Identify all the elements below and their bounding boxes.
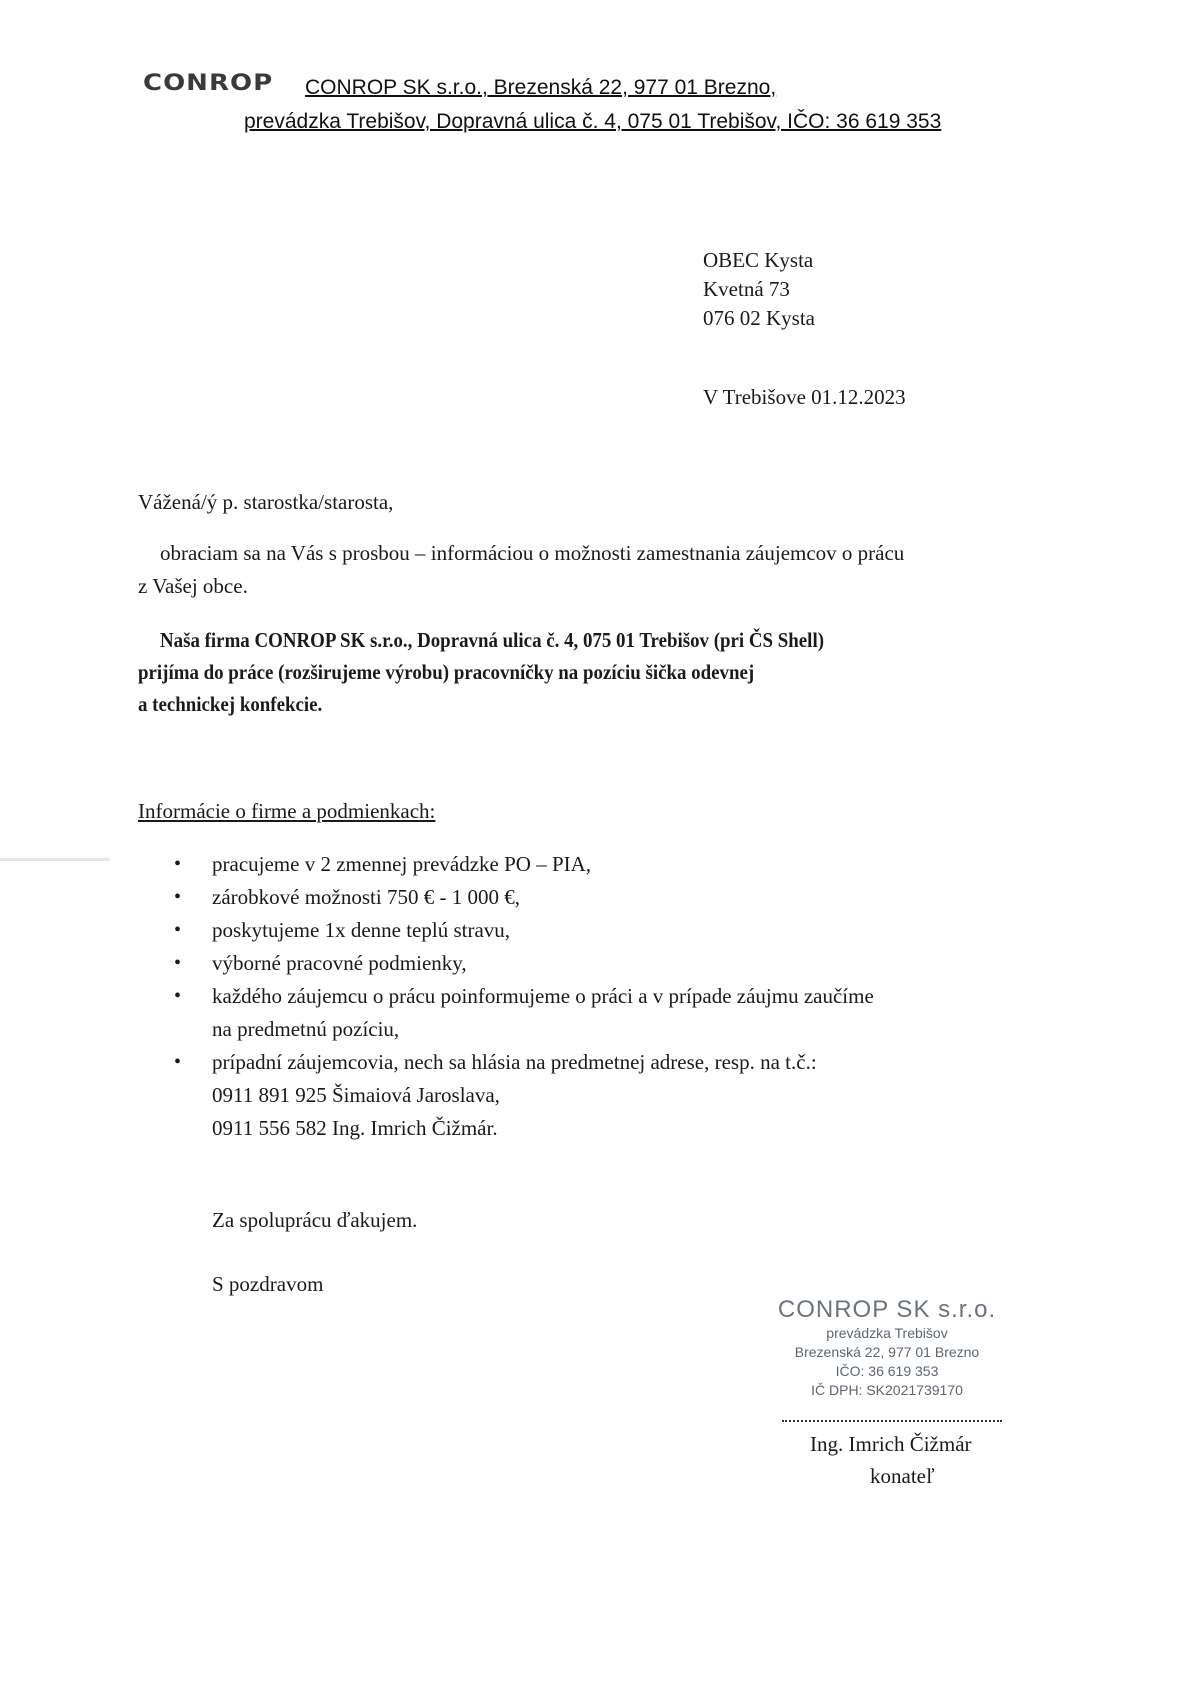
list-item-continuation: na predmetnú pozíciu, <box>212 1017 400 1041</box>
closing-regards: S pozdravom <box>212 1272 324 1296</box>
list-item <box>170 914 874 947</box>
intro-line-1: obraciam sa na Vás s prosbou – informáciou o možnosti zamestnania záujemcov o prácu <box>160 541 905 565</box>
letterhead-line-2: prevádzka Trebišov, Dopravná ulica č. 4, 075 01 Trebišov, IČO: 36 619 353 <box>244 110 942 133</box>
salutation: Vážená/ý p. starostka/starosta, <box>138 490 394 514</box>
stamp-line: prevádzka Trebišov <box>826 1325 948 1341</box>
list-item-text: pracujeme v 2 zmennej prevádzke PO – PIA, <box>212 852 592 876</box>
offer-line-2: prijíma do práce (rozširujeme výrobu) pracovníčky na pozíciu šička odevnej <box>138 660 755 684</box>
stamp-line: Brezenská 22, 977 01 Brezno <box>794 1344 980 1360</box>
date-line: V Trebišove 01.12.2023 <box>703 385 906 409</box>
offer-line-1: Naša firma CONROP SK s.r.o., Dopravná ulica č. 4, 075 01 Trebišov (pri ČS Shell) <box>160 628 824 652</box>
info-heading: Informácie o firme a podmienkach: <box>138 799 436 823</box>
list-item <box>170 1046 874 1145</box>
intro-line-2: z Vašej obce. <box>138 574 248 598</box>
stamp-line: IČ DPH: SK2021739170 <box>811 1382 963 1398</box>
signature-line <box>782 1420 1002 1422</box>
conditions-list <box>170 848 874 1145</box>
letterhead-line-1: CONROP SK s.r.o., Brezenská 22, 977 01 Brezno, <box>305 76 777 99</box>
closing-thanks: Za spoluprácu ďakujem. <box>212 1208 418 1232</box>
recipient-address <box>703 246 815 333</box>
list-item-text: poskytujeme 1x denne teplú stravu, <box>212 918 511 942</box>
list-item-text: každého záujemcu o prácu poinformujeme o práci a v prípade záujmu zaučíme <box>212 984 874 1008</box>
scan-artifact <box>0 858 110 861</box>
company-stamp <box>762 1296 1012 1400</box>
contact-phone-1: 0911 891 925 Šimaiová Jaroslava, <box>212 1083 500 1107</box>
list-item <box>170 848 874 881</box>
list-item-text: výborné pracovné podmienky, <box>212 951 467 975</box>
recipient-line: 076 02 Kysta <box>703 306 815 330</box>
contact-phone-2: 0911 556 582 Ing. Imrich Čižmár. <box>212 1116 498 1140</box>
recipient-line: OBEC Kysta <box>703 248 814 272</box>
stamp-company-name: CONROP SK s.r.o. <box>777 1296 997 1323</box>
list-item <box>170 980 874 1046</box>
list-item <box>170 947 874 980</box>
list-item-text: prípadní záujemcovia, nech sa hlásia na predmetnej adrese, resp. na t.č.: <box>212 1050 817 1074</box>
stamp-line: IČO: 36 619 353 <box>835 1363 939 1379</box>
offer-line-3: a technickej konfekcie. <box>138 692 323 716</box>
list-item <box>170 881 874 914</box>
signer-role: konateľ <box>870 1464 935 1488</box>
signer-name: Ing. Imrich Čižmár <box>810 1432 972 1456</box>
recipient-line: Kvetná 73 <box>703 277 790 301</box>
list-item-text: zárobkové možnosti 750 € - 1 000 €, <box>212 885 520 909</box>
company-logo: CONROP <box>143 70 274 96</box>
